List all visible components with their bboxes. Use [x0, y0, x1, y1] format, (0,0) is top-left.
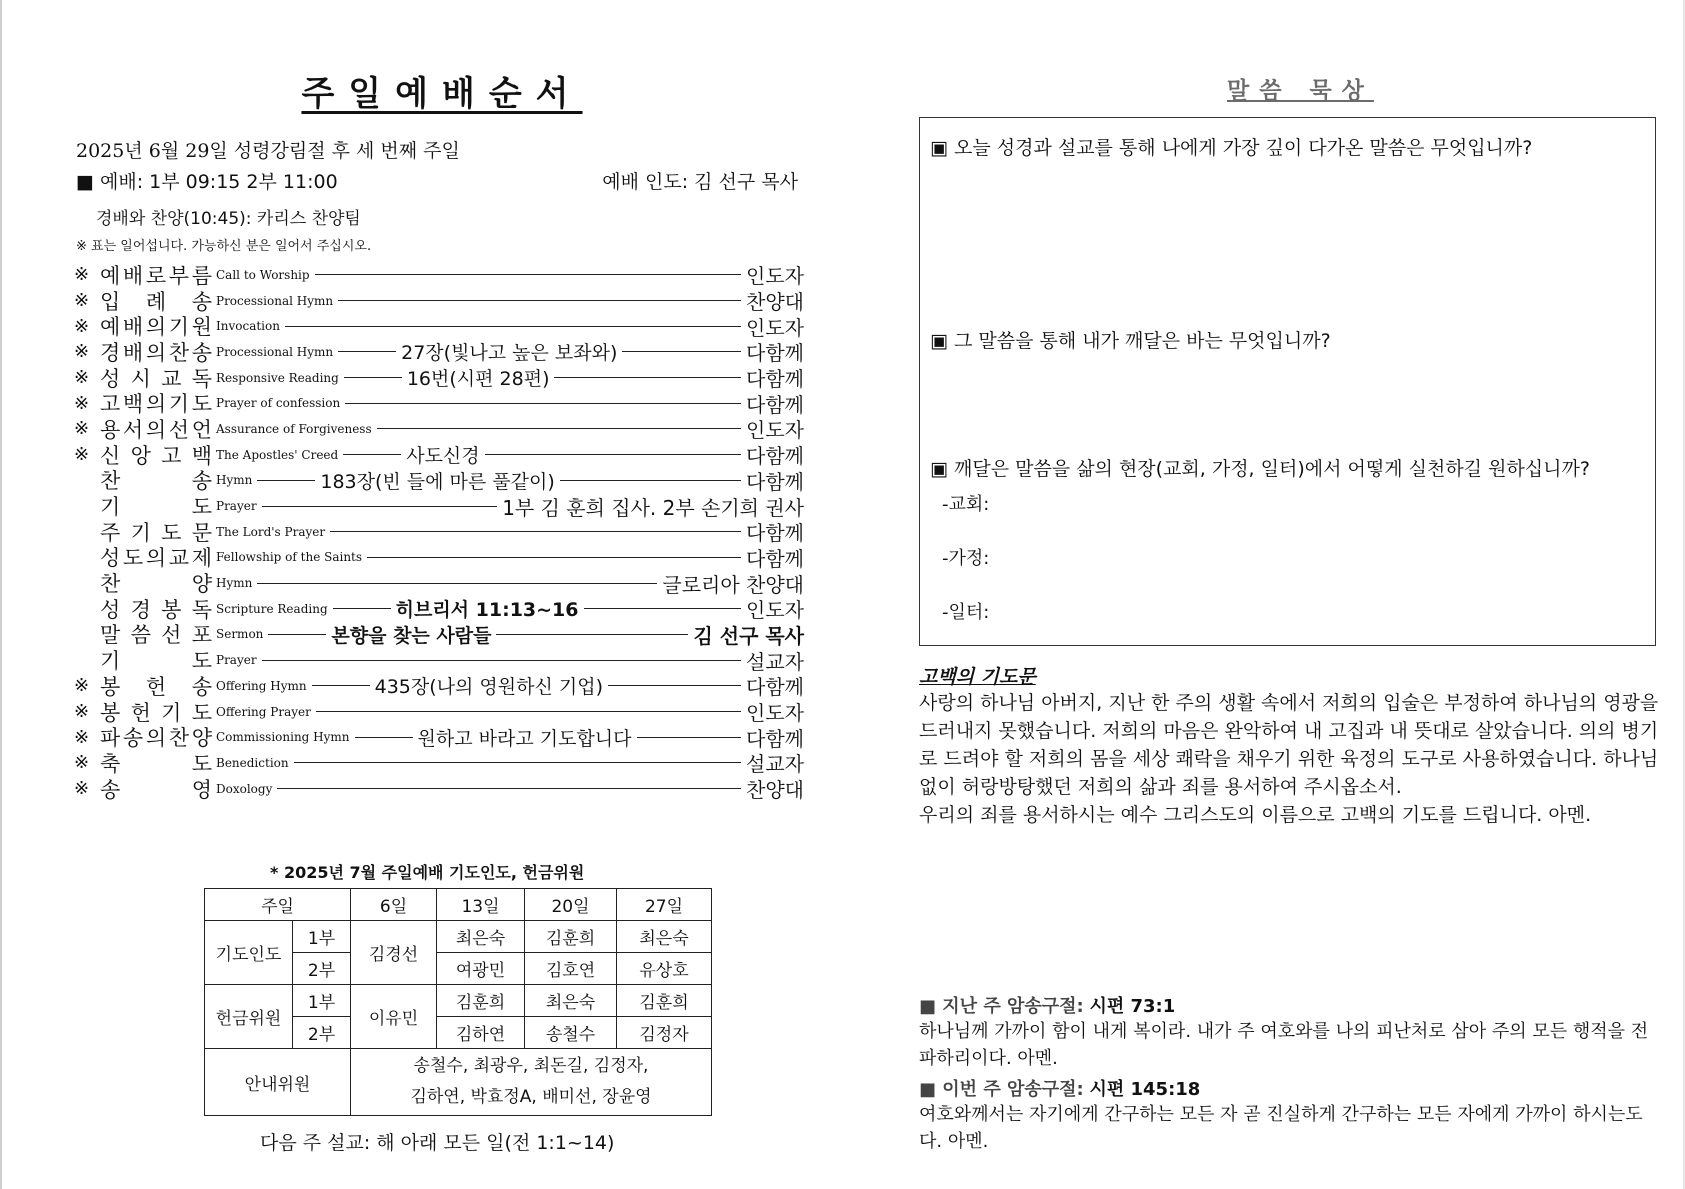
order-item-english: Call to Worship: [216, 267, 310, 282]
leader-line: [262, 506, 498, 507]
last-verse-heading: [919, 992, 1175, 1018]
order-item-detail: 히브리서 11:13~16: [395, 599, 579, 622]
table-row: [205, 1049, 712, 1116]
stand-mark: ※: [74, 726, 90, 748]
table-header: 주일: [205, 889, 351, 921]
guide-line: 송철수, 최광우, 최돈길, 김정자,: [413, 1056, 649, 1076]
stand-mark: ※: [74, 444, 90, 466]
order-item-english: The Lord's Prayer: [216, 524, 326, 539]
stand-mark: ※: [74, 778, 90, 800]
leader-line: [345, 403, 741, 404]
order-item-korean: 입 례 송: [100, 289, 212, 314]
order-item-korean: 성 도 의 교 제: [100, 546, 212, 571]
order-item-english: Responsive Reading: [216, 370, 339, 385]
table-cell: 김훈희: [617, 985, 712, 1017]
last-verse-ref: 시편 73:1: [1089, 996, 1176, 1017]
order-item-english: Assurance of Forgiveness: [216, 421, 372, 436]
leader-line: [294, 762, 741, 763]
table-header: 6일: [351, 889, 437, 921]
table-cell: 최은숙: [617, 921, 712, 953]
leader-line: [343, 454, 401, 455]
leader-line: [377, 428, 741, 429]
order-item-leader: 다함께: [746, 675, 804, 700]
order-row: [74, 699, 804, 725]
order-row: [74, 647, 804, 673]
order-item-korean: 주 기 도 문: [100, 520, 212, 545]
order-item-korean: 신 앙 고 백: [100, 443, 212, 468]
order-item-korean: 송 영: [100, 777, 212, 802]
order-item-leader: 다함께: [746, 367, 804, 392]
meditation-title: 말씀 묵상: [1227, 77, 1374, 104]
table-cell: 헌금위원: [205, 985, 293, 1049]
table-title: * 2025년 7월 주일예배 기도인도, 헌금위원: [270, 863, 585, 882]
guide-names: [351, 1049, 712, 1116]
order-item-leader: 설교자: [746, 649, 804, 674]
order-item-english: Prayer of confession: [216, 396, 341, 411]
order-item-english: Prayer: [216, 499, 257, 514]
order-row: [74, 519, 804, 545]
leader-line: [257, 480, 315, 481]
order-item-korean: 봉 헌 기 도: [100, 700, 212, 725]
table-cell: 송철수: [525, 1017, 617, 1049]
answer-church: -교회:: [942, 494, 990, 515]
order-item-english: Hymn: [216, 576, 253, 591]
service-times: ■ 예배: 1부 09:15 2부 11:00: [76, 171, 338, 193]
confession-text: [919, 689, 1664, 829]
order-row: [74, 493, 804, 519]
leader-line: [554, 377, 741, 378]
order-item-leader: 인도자: [746, 264, 804, 289]
table-row: [205, 921, 712, 953]
table-cell: 2부: [293, 1017, 351, 1049]
order-item-english: Sermon: [216, 627, 264, 642]
order-item-english: Invocation: [216, 319, 280, 334]
order-item-korean: 봉 헌 송: [100, 674, 212, 699]
question-2: ▣ 그 말씀을 통해 내가 깨달은 바는 무엇입니까?: [930, 330, 1331, 352]
table-cell: 1부: [293, 985, 351, 1017]
stand-mark: ※: [74, 341, 90, 363]
confession-title: 고백의 기도문: [919, 666, 1036, 688]
table-cell: 기도인도: [205, 921, 293, 985]
table-row: [205, 985, 712, 1017]
order-item-english: Offering Prayer: [216, 704, 311, 719]
order-item-english: Commissioning Hymn: [216, 730, 350, 745]
order-item-korean: 기 도: [100, 495, 212, 520]
table-header: 20일: [525, 889, 617, 921]
table-cell: 이유민: [351, 985, 437, 1049]
order-row: [74, 673, 804, 699]
this-verse-ref: 시편 145:18: [1089, 1079, 1201, 1100]
leader-line: [637, 737, 742, 738]
order-item-detail: 183장(빈 들에 마른 풀같이): [320, 470, 555, 493]
confession-end: 우리의 죄를 용서하시는 예수 그리스도의 이름으로 고백의 기도를 드립니다. 아멘.: [919, 804, 1592, 826]
leader-line: [277, 788, 741, 789]
order-item-detail: 16번(시편 28편): [406, 368, 550, 391]
order-item-english: Prayer: [216, 653, 257, 668]
order-row: [74, 750, 804, 776]
leader-line: [268, 634, 326, 635]
order-item-leader: 다함께: [746, 521, 804, 546]
order-item-korean: 성 경 봉 독: [100, 597, 212, 622]
order-item-leader: 인도자: [746, 418, 804, 443]
stand-mark: ※: [74, 675, 90, 697]
leader-line: [355, 737, 413, 738]
leader-line: [262, 660, 741, 661]
next-sermon: 다음 주 설교: 해 아래 모든 일(전 1:1~14): [260, 1132, 615, 1154]
order-row: [74, 468, 804, 494]
order-item-korean: 기 도: [100, 649, 212, 674]
leader-line: [285, 326, 741, 327]
order-item-korean: 파 송 의 찬 양: [100, 726, 212, 751]
order-item-leader: 다함께: [746, 341, 804, 366]
this-verse-label: ■ 이번 주 암송구절:: [919, 1079, 1084, 1100]
order-item-english: Hymn: [216, 473, 253, 488]
table-cell: 유상호: [617, 953, 712, 985]
table-cell: 김정자: [617, 1017, 712, 1049]
stand-mark: ※: [74, 264, 90, 286]
stand-mark: ※: [74, 367, 90, 389]
order-item-leader: 다함께: [746, 469, 804, 494]
leader-line: [344, 377, 402, 378]
stand-mark: ※: [74, 392, 90, 414]
order-item-leader: 인도자: [746, 598, 804, 623]
order-item-leader: 다함께: [746, 444, 804, 469]
guide-line: 김하연, 박효정A, 배미선, 장윤영: [410, 1087, 652, 1107]
order-item-korean: 축 도: [100, 751, 212, 776]
order-item-detail: 본향을 찾는 사람들: [331, 624, 492, 647]
confession-body: 사랑의 하나님 아버지, 지난 한 주의 생활 속에서 저희의 입술은 부정하여 하나님의 영광을 드러내지 못했습니다. 저희의 마음은 완악하여 내 고집과 내 뜻대로 살았습니다. 의의 병기로 드려야 할 저희의 몸을 세상 쾌락을 채우기 위한 육정의 도구로 사용하였습니다. 하나님 없이 허랑방탕했던 저희의 삶과 죄를 용서하여 주시옵소서.: [919, 692, 1659, 798]
order-item-leader: 1부 김 훈희 집사. 2부 손기희 권사: [502, 495, 804, 520]
table-cell: 1부: [293, 921, 351, 953]
praise-line: 경배와 찬양(10:45): 카리스 찬양팀: [96, 209, 361, 229]
order-item-detail: 사도신경: [406, 445, 480, 468]
date-line: 2025년 6월 29일 성령강림절 후 세 번째 주일: [76, 140, 460, 162]
last-verse-text: 하나님께 가까이 함이 내게 복이라. 내가 주 여호와를 나의 피난처로 삼아 주의 모든 행적을 전파하리이다. 아멘.: [919, 1021, 1649, 1069]
order-item-leader: 김 선구 목사: [693, 623, 804, 648]
answer-home: -가정:: [942, 548, 990, 569]
leader-line: [622, 351, 741, 352]
table-header: 13일: [437, 889, 525, 921]
stand-mark: ※: [74, 290, 90, 312]
question-3: ▣ 깨달은 말씀을 삶의 현장(교회, 가정, 일터)에서 어떻게 실천하길 원하십니까?: [930, 458, 1590, 480]
this-verse-text: 여호와께서는 자기에게 간구하는 모든 자 곧 진실하게 간구하는 모든 자에게 가까이 하시는도다. 아멘.: [919, 1104, 1643, 1152]
order-item-korean: 예 배 의 기 원: [100, 315, 212, 340]
order-item-english: Scripture Reading: [216, 601, 328, 616]
order-item-korean: 용 서 의 선 언: [100, 417, 212, 442]
order-item-leader: 찬양대: [746, 778, 804, 803]
table-cell: 김훈희: [437, 985, 525, 1017]
leader-line: [257, 583, 657, 584]
order-row: [74, 288, 804, 314]
order-item-detail: 27장(빛나고 높은 보좌와): [401, 342, 618, 365]
stand-mark: ※: [74, 315, 90, 337]
table-cell: 최은숙: [525, 985, 617, 1017]
order-item-korean: 경 배 의 찬 송: [100, 340, 212, 365]
order-row: [74, 596, 804, 622]
stand-mark: ※: [74, 418, 90, 440]
service-leader: 예배 인도: 김 선구 목사: [602, 171, 798, 193]
order-item-detail: 원하고 바라고 기도합니다: [417, 727, 632, 750]
order-item-english: Processional Hymn: [216, 293, 334, 308]
leader-line: [338, 351, 396, 352]
order-row: [74, 390, 804, 416]
order-item-korean: 말 씀 선 포: [100, 623, 212, 648]
meditation-box: [919, 117, 1656, 646]
stand-note: ※ 표는 일어섭니다. 가능하신 분은 일어서 주십시오.: [76, 239, 372, 254]
order-item-korean: 성 시 교 독: [100, 366, 212, 391]
leader-line: [496, 634, 688, 635]
bulletin-page: [2, 0, 1683, 1189]
order-row: [74, 365, 804, 391]
order-item-leader: 다함께: [746, 546, 804, 571]
order-item-korean: 찬 송: [100, 469, 212, 494]
table-cell: 김하연: [437, 1017, 525, 1049]
order-item-korean: 찬 양: [100, 572, 212, 597]
order-item-english: The Apostles' Creed: [216, 447, 339, 462]
table-cell: 여광민: [437, 953, 525, 985]
leader-line: [316, 711, 741, 712]
leader-line: [315, 274, 741, 275]
table-header: 27일: [617, 889, 712, 921]
leader-line: [367, 557, 741, 558]
order-item-leader: 다함께: [746, 726, 804, 751]
order-row: [74, 724, 804, 750]
order-item-leader: 인도자: [746, 701, 804, 726]
order-row: [74, 545, 804, 571]
leader-line: [333, 608, 391, 609]
order-item-detail: 435장(나의 영원하신 기업): [374, 676, 603, 699]
table-cell: 김경선: [351, 921, 437, 985]
table-cell: 최은숙: [437, 921, 525, 953]
this-verse-heading: [919, 1075, 1200, 1101]
leader-line: [312, 685, 370, 686]
duty-table: [204, 888, 712, 1116]
last-verse-label: ■ 지난 주 암송구절:: [919, 996, 1084, 1017]
order-item-english: Doxology: [216, 781, 273, 796]
answer-work: -일터:: [942, 602, 990, 623]
leader-line: [584, 608, 742, 609]
order-item-english: Fellowship of the Saints: [216, 550, 363, 565]
leader-line: [485, 454, 741, 455]
order-row: [74, 416, 804, 442]
table-cell: 2부: [293, 953, 351, 985]
order-row: [74, 262, 804, 288]
order-row: [74, 339, 804, 365]
leader-line: [560, 480, 741, 481]
order-row: [74, 622, 804, 648]
order-row: [74, 313, 804, 339]
leader-line: [338, 300, 741, 301]
order-item-leader: 설교자: [746, 752, 804, 777]
order-row: [74, 570, 804, 596]
stand-mark: ※: [74, 701, 90, 723]
order-row: [74, 776, 804, 802]
order-item-english: Offering Hymn: [216, 678, 307, 693]
order-item-leader: 글로리아 찬양대: [662, 572, 804, 597]
stand-mark: ※: [74, 752, 90, 774]
order-item-leader: 인도자: [746, 315, 804, 340]
leader-line: [608, 685, 741, 686]
leader-line: [330, 531, 741, 532]
order-item-english: Processional Hymn: [216, 344, 334, 359]
table-row: [205, 889, 712, 921]
table-cell: 안내위원: [205, 1049, 351, 1116]
order-row: [74, 442, 804, 468]
order-item-korean: 고 백 의 기 도: [100, 392, 212, 417]
order-item-english: Benediction: [216, 755, 289, 770]
order-item-korean: 예 배 로 부 름: [100, 263, 212, 288]
worship-order-list: [74, 262, 804, 801]
order-item-leader: 다함께: [746, 392, 804, 417]
order-item-leader: 찬양대: [746, 290, 804, 315]
question-1: ▣ 오늘 성경과 설교를 통해 나에게 가장 깊이 다가온 말씀은 무엇입니까?: [930, 137, 1533, 159]
table-cell: 김호연: [525, 953, 617, 985]
page-title: 주일예배순서: [301, 74, 583, 114]
table-cell: 김훈희: [525, 921, 617, 953]
